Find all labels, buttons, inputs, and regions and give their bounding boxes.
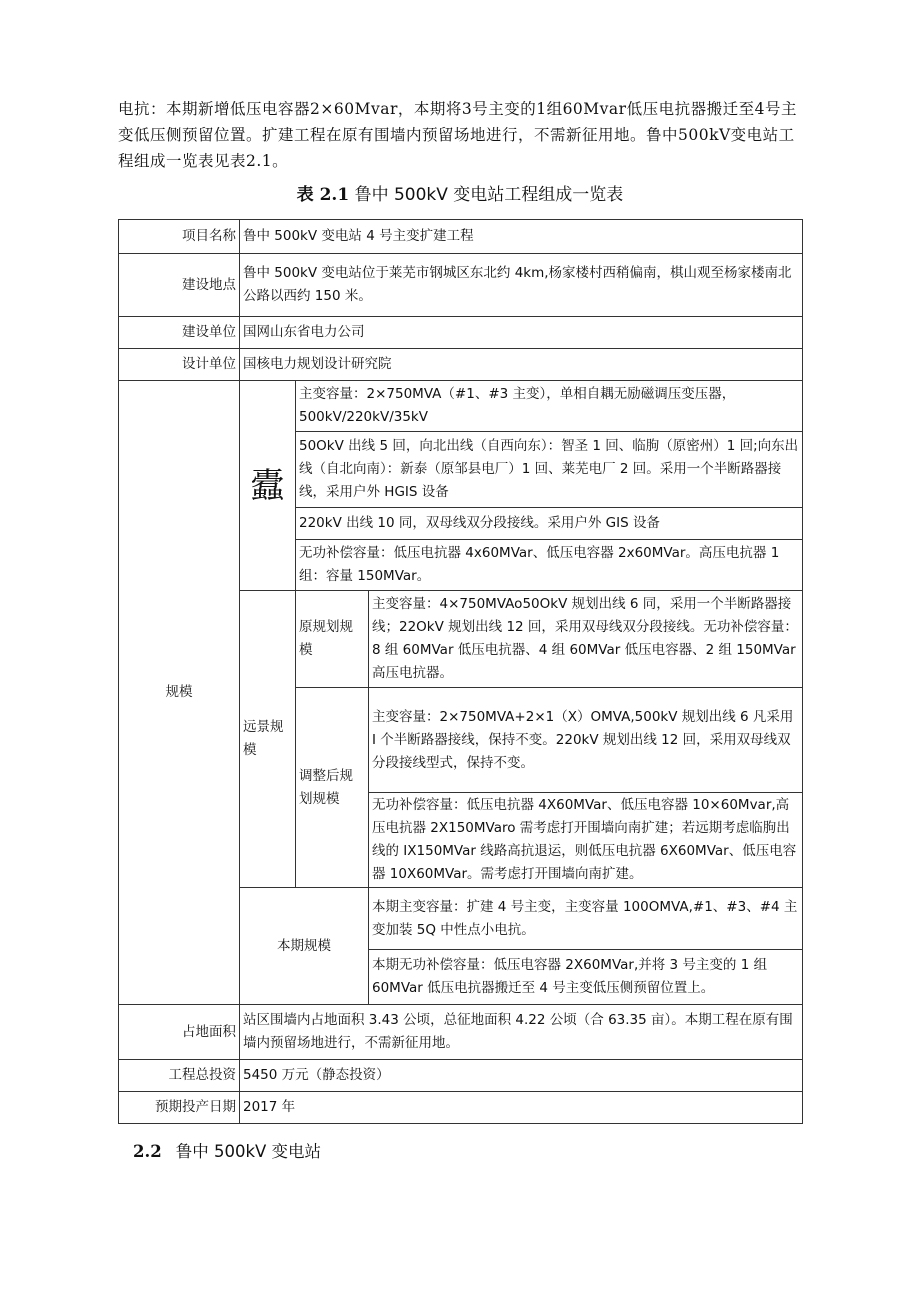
investment-value: 5450 万元（静态投资） xyxy=(240,1060,803,1092)
this-phase-reactive: 本期无功补偿容量：低压电容器 2X60MVar,并将 3 号主变的 1 组 60MVar 低压电抗器搬迁至 4 号主变低压侧预留位置上。 xyxy=(369,950,803,1005)
current-scale-glyph: 蠹 xyxy=(250,465,285,506)
table-row xyxy=(119,1060,803,1092)
current-reactive-compensation: 无功补偿容量：低压电抗器 4x60MVar、低压电容器 2x60MVar。高压电抗器 1 组：容量 150MVar。 xyxy=(296,540,803,591)
table-row xyxy=(119,349,803,381)
current-scale-cell xyxy=(240,381,296,591)
project-name-value: 鲁中 500kV 变电站 4 号主变扩建工程 xyxy=(240,220,803,254)
row-label-builder: 建设单位 xyxy=(119,317,240,349)
future-scale-label: 远景规模 xyxy=(240,591,296,888)
current-220kv-lines: 220kV 出线 10 同，双母线双分段接线。采用户外 GIS 设备 xyxy=(296,508,803,540)
adjusted-plan-transformer: 主变容量：2×750MVA+2×1（X）OMVA,500kV 规划出线 6 凡采用 I 个半断路器接线，保持不变。220kV 规划出线 12 回，采用双母线双分段接线型式，保持不变。 xyxy=(369,688,803,793)
section-number: 2.2 xyxy=(133,1142,162,1161)
table-row xyxy=(119,381,803,432)
row-label-date: 预期投产日期 xyxy=(119,1092,240,1124)
project-composition-table xyxy=(118,219,803,1124)
original-plan-value: 主变容量：4×750MVAo50OkV 规划出线 6 同，采用一个半断路器接线；22OkV 规划出线 12 回，采用双母线双分段接线。无功补偿容量：8 组 60MVar 低压电抗器、4 组 60MVar 低压电容器、2 组 150MVar 高压电抗器。 xyxy=(369,591,803,688)
row-label-location: 建设地点 xyxy=(119,254,240,317)
date-value: 2017 年 xyxy=(240,1092,803,1124)
current-transformer-capacity: 主变容量：2×750MVA（#1、#3 主变），单相自耦无励磁调压变压器，500kV/220kV/35kV xyxy=(296,381,803,432)
intro-paragraph: 电抗：本期新增低压电容器2×60Mvar，本期将3号主变的1组60Mvar低压电抗器搬迁至4号主变低压侧预留位置。扩建工程在原有围墙内预留场地进行，不需新征用地。鲁中500kV变电站工程组成一览表见表2.1。 xyxy=(118,100,797,170)
table-row xyxy=(119,254,803,317)
this-phase-transformer: 本期主变容量：扩建 4 号主变，主变容量 100OMVA,#1、#3、#4 主变加装 5Q 中性点小电抗。 xyxy=(369,888,803,950)
section-title: 鲁中 500kV 变电站 xyxy=(175,1142,322,1161)
location-value: 鲁中 500kV 变电站位于莱芜市钢城区东北约 4km,杨家楼村西稍偏南，棋山观至杨家楼南北公路以西约 150 米。 xyxy=(240,254,803,317)
adjusted-plan-reactive: 无功补偿容量：低压电抗器 4X60MVar、低压电容器 10×60Mvar,高压电抗器 2X150MVaro 需考虑打开围墙向南扩建；若远期考虑临朐出线的 IX150MVar 线路高抗退运，则低压电抗器 6X60MVar、低压电容器 10X60MVar。需考虑打开围墙向南扩建。 xyxy=(369,793,803,888)
designer-value: 国核电力规划设计研究院 xyxy=(240,349,803,381)
area-value: 站区围墙内占地面积 3.43 公顷，总征地面积 4.22 公顷（合 63.35 亩）。本期工程在原有围墙内预留场地进行，不需新征用地。 xyxy=(240,1005,803,1060)
table-caption-text: 鲁中 500kV 变电站工程组成一览表 xyxy=(354,185,624,205)
section-heading xyxy=(133,1138,321,1162)
row-label-investment: 工程总投资 xyxy=(119,1060,240,1092)
row-label-project-name: 项目名称 xyxy=(119,220,240,254)
row-label-designer: 设计单位 xyxy=(119,349,240,381)
row-label-scale: 规模 xyxy=(119,381,240,1005)
table-row xyxy=(119,220,803,254)
table-row xyxy=(119,317,803,349)
table-caption-number: 表 2.1 xyxy=(296,185,350,205)
builder-value: 国网山东省电力公司 xyxy=(240,317,803,349)
original-plan-label: 原规划规模 xyxy=(296,591,369,688)
current-500kv-lines: 50OkV 出线 5 回，向北出线（自西向东）：智圣 1 回、临朐（原密州）1 回;向东出线（自北向南）：新泰（原邹县电厂）1 回、莱芜电厂 2 回。采用一个半断路器接线，采用户外 HGIS 设备 xyxy=(296,432,803,508)
table-caption xyxy=(0,180,920,205)
adjusted-plan-label: 调整后规划规模 xyxy=(296,688,369,888)
table-row xyxy=(119,1092,803,1124)
this-phase-label: 本期规模 xyxy=(240,888,369,1005)
table-row xyxy=(119,1005,803,1060)
row-label-area: 占地面积 xyxy=(119,1005,240,1060)
